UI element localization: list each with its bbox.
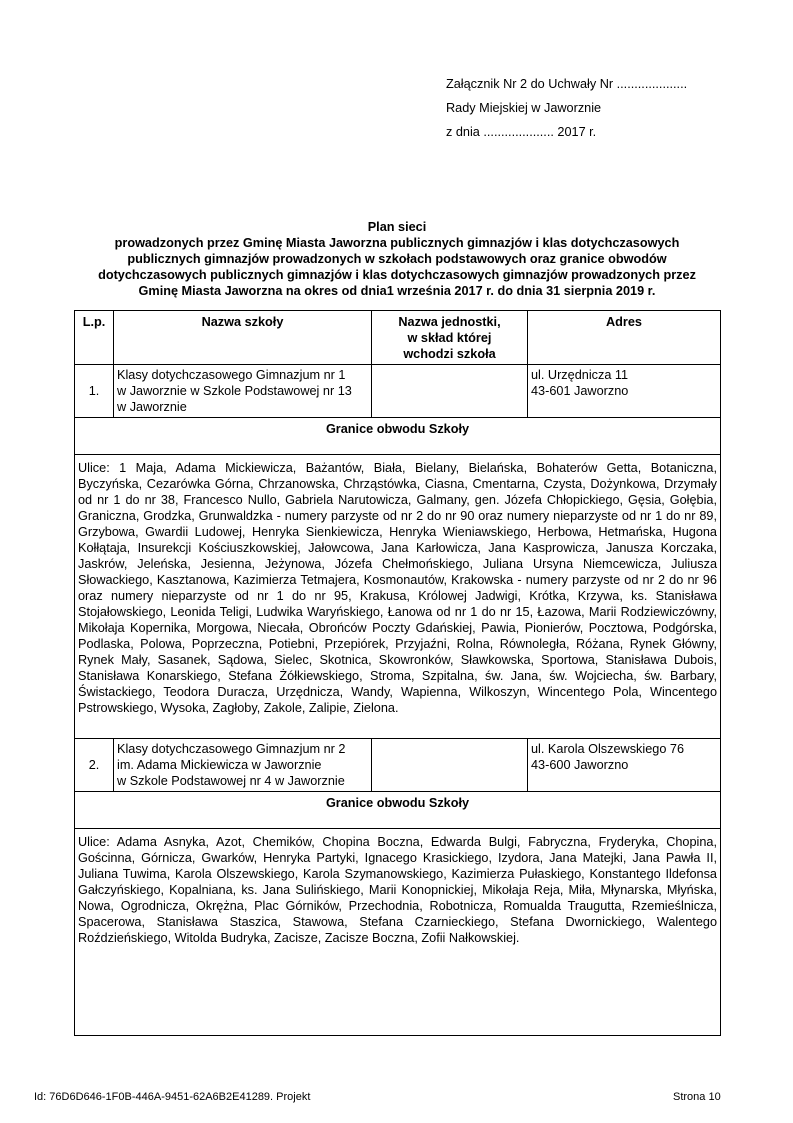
header-school-name: Nazwa szkoły	[114, 311, 372, 365]
row-unit	[372, 365, 528, 418]
boundary-heading-row	[75, 418, 721, 455]
row-address	[528, 739, 721, 792]
document-id: Id: 76D6D646-1F0B-446A-9451-62A6B2E41289. Projekt	[34, 1091, 311, 1103]
document-title	[74, 219, 720, 299]
row-lp: 2.	[75, 739, 114, 792]
header-unit-line-3: wchodzi szkoła	[403, 347, 496, 361]
header-unit-line-1: Nazwa jednostki,	[398, 315, 501, 329]
title-line-4: dotychczasowych publicznych gimnazjów i klas dotychczasowych gimnazjów prowadzonych przez	[98, 268, 696, 282]
streets-row	[75, 829, 721, 1036]
title-line-2: prowadzonych przez Gminę Miasta Jaworzna publicznych gimnazjów i klas dotychczasowych	[114, 236, 680, 250]
row-school-name	[114, 365, 372, 418]
row-address	[528, 365, 721, 418]
title-line-3: publicznych gimnazjów prowadzonych w szkołach podstawowych oraz granice obwodów	[127, 252, 667, 266]
school-name-line-1: Klasy dotychczasowego Gimnazjum nr 2	[117, 742, 346, 756]
streets-list: Ulice: Adama Asnyka, Azot, Chemików, Chopina Boczna, Edwarda Bulgi, Fabryczna, Fryderyka, Chopina, Gościnna, Górnicza, Gwarków, Henryka Partyki, Ignacego Krasickiego, Izydora, Jana Matejki, Jana Pawła II, Juliana Tuwima, Karola Olszewskiego, Karola Szymanowskiego, Kazimierza Pułaskiego, Konstantego Ildefonsa Gałczyńskiego, Kopalniana, ks. Jana Sulińskiego, Marii Konopnickiej, Mikołaja Reja, Miła, Młynarska, Młyńska, Nowa, Ogrodnicza, Okrężna, Plac Górników, Przechodnia, Robotnicza, Romualda Traugutta, Rzemieślnicza, Spacerowa, Stanisława Staszica, Stawowa, Stefana Czarnieckiego, Stefana Dwornickiego, Walentego Roździeńskiego, Witolda Budryka, Zacisze, Zacisze Boczna, Zofii Nałkowskiej.	[75, 829, 721, 1036]
title-line-1: Plan sieci	[367, 220, 427, 234]
boundary-heading-row	[75, 792, 721, 829]
school-name-line-3: w Szkole Podstawowej nr 4 w Jaworznie	[117, 774, 345, 788]
table-header-row	[75, 311, 721, 365]
address-line-2: 43-600 Jaworzno	[531, 758, 629, 772]
row-unit	[372, 739, 528, 792]
school-name-line-2: im. Adama Mickiewicza w Jaworznie	[117, 758, 322, 772]
header-address: Adres	[528, 311, 721, 365]
annex-line-2: Rady Miejskiej w Jaworznie	[446, 101, 602, 115]
header-unit	[372, 311, 528, 365]
title-line-5: Gminę Miasta Jaworzna na okres od dnia1 września 2017 r. do dnia 31 sierpnia 2019 r.	[138, 284, 656, 298]
page-number: Strona 10	[673, 1091, 721, 1103]
annex-line-1: Załącznik Nr 2 do Uchwały Nr ....................	[446, 77, 688, 91]
address-line-1: ul. Urzędnicza 11	[531, 368, 629, 382]
school-name-line-3: w Jaworznie	[117, 400, 187, 414]
school-name-line-1: Klasy dotychczasowego Gimnazjum nr 1	[117, 368, 346, 382]
annex-line-3: z dnia .................... 2017 r.	[446, 125, 597, 139]
streets-row	[75, 455, 721, 739]
school-plan-table	[74, 310, 721, 1036]
school-name-line-2: w Jaworznie w Szkole Podstawowej nr 13	[117, 384, 352, 398]
boundary-heading: Granice obwodu Szkoły	[75, 792, 721, 829]
streets-list: Ulice: 1 Maja, Adama Mickiewicza, Bażantów, Biała, Bielany, Bielańska, Bohaterów Getta, Botaniczna, Byczyńska, Cezarówka Górna, Chrzanowska, Chrząstówka, Ciasna, Cmentarna, Czysta, Dożynkowa, Drzymały od nr 1 do nr 38, Francesco Nullo, Gabriela Narutowicza, Galmany, gen. Józefa Chłopickiego, Gęsia, Gołębia, Graniczna, Grodzka, Grunwaldzka - numery parzyste od nr 2 do nr 90 oraz numery nieparzyste od nr 1 do nr 89, Grzybowa, Gwardii Ludowej, Henryka Sienkiewicza, Henryka Wieniawskiego, Herbowa, Hetmańska, Hugona Kołłątaja, Insurekcji Kościuszkowskiej, Jałowcowa, Jana Karłowicza, Jana Kasprowicza, Janusza Korczaka, Jaskrów, Jeleńska, Jesienna, Jeżynowa, Józefa Chełmońskiego, Juliana Ursyna Niemcewicza, Juliusza Słowackiego, Kasztanowa, Kazimierza Tetmajera, Kosmonautów, Krakowska - numery parzyste od nr 2 do nr 96 oraz numery nieparzyste od nr 1 do nr 95, Krakusa, Królowej Jadwigi, Krótka, Krzywa, ks. Stanisława Stojałowskiego, Leonida Teligi, Ludwika Waryńskiego, Łanowa od nr 1 do nr 15, Łazowa, Marii Rodziewiczówny, Mikołaja Kopernika, Morgowa, Niecała, Obrońców Poczty Gdańskiej, Pawia, Pionierów, Pocztowa, Podgórska, Podlaska, Polowa, Poprzeczna, Potiebni, Przepiórek, Przyjaźni, Rolna, Równoległa, Różana, Rynek Główny, Rynek Mały, Sasanek, Sądowa, Sielec, Skotnica, Skowronków, Sławkowska, Sportowa, Stanisława Dubois, Stanisława Konarskiego, Stefana Żółkiewskiego, Stroma, Szpitalna, św. Jana, św. Wojciecha, św. Barbary, Świstackiego, Teodora Duracza, Urzędnicza, Wandy, Wapienna, Wilkoszyn, Wincentego Pola, Wincentego Pstrowskiego, Wysoka, Zagłoby, Zakole, Zalipie, Zielona.	[75, 455, 721, 739]
header-unit-line-2: w skład której	[407, 331, 492, 345]
table-row	[75, 365, 721, 418]
address-line-2: 43-601 Jaworzno	[531, 384, 629, 398]
annex-header	[446, 72, 687, 144]
table-row	[75, 739, 721, 792]
header-lp: L.p.	[75, 311, 114, 365]
address-line-1: ul. Karola Olszewskiego 76	[531, 742, 685, 756]
row-school-name	[114, 739, 372, 792]
boundary-heading: Granice obwodu Szkoły	[75, 418, 721, 455]
row-lp: 1.	[75, 365, 114, 418]
